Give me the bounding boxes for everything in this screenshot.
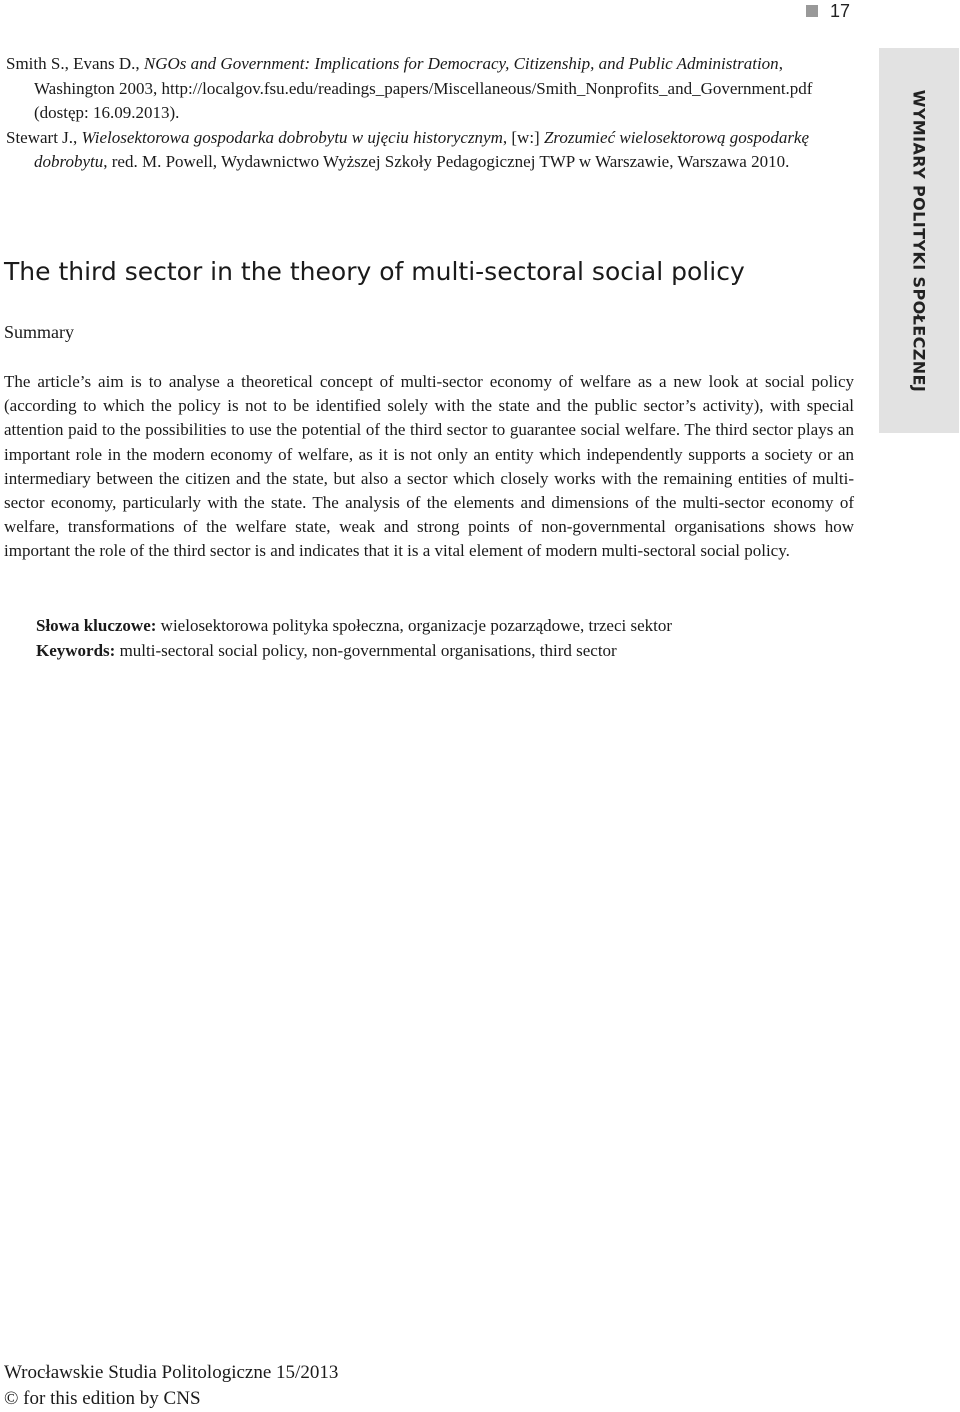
section-side-tab [879, 48, 959, 433]
journal-name: Wrocławskie Studia Politologiczne 15/2013 [4, 1362, 339, 1383]
reference-smith-evans: Smith S., Evans D., NGOs and Government: Implications for Democracy, Citizenship, and Public Administration, Washington 2003, http://localgov.fsu.edu/readings_papers/Miscellaneous/Smith_Nonprofits_and_Government.pdf (dostęp: 16.09.2013). [6, 54, 813, 122]
side-tab-label: WYMIARY POLITYKI SPOŁECZNEJ [909, 89, 929, 392]
keywords-block [36, 614, 672, 663]
reference-stewart: Stewart J., Wielosektorowa gospodarka dobrobytu w ujęciu historycznym, [w:] Zrozumieć wielosektorową gospodarkę dobrobytu, red. M. Powell, Wydawnictwo Wyższej Szkoły Pedagogicznej TWP w Warszawie, Warszawa 2010. [6, 127, 810, 171]
keywords-english: Keywords: multi-sectoral social policy, non-governmental organisations, third sector [36, 640, 617, 660]
page-number [806, 0, 850, 22]
copyright-notice: © for this edition by CNS [4, 1388, 201, 1409]
summary-heading: Summary [4, 322, 74, 342]
square-bullet-icon [806, 5, 818, 17]
article-title: The third sector in the theory of multi-sectoral social policy [4, 257, 745, 286]
page-number-text: 17 [829, 0, 850, 21]
keywords-polish: Słowa kluczowe: wielosektorowa polityka społeczna, organizacje pozarządowe, trzeci sektor [36, 616, 673, 635]
references-list [6, 52, 851, 175]
abstract-text: The article’s aim is to analyse a theoretical concept of multi-sector economy of welfare as a new look at social policy (according to which the policy is not to be identified solely with the state and the public sector’s activity), with special attention paid to the possibilities to use the potential of the third sector to guarantee social welfare. The third sector plays an important role in the modern economy of welfare, as it is not only an entity which independently supports a society or an intermediary between the citizen and the state, but also a sector which closely works with the remaining entities of multi-sector economy, particularly with the state. The analysis of the elements and dimensions of the multi-sector economy of welfare, transformations of the welfare state, weak and strong points of non-governmental organisations shows how important the role of the third sector is and indicates that it is a vital element of modern multi-sectoral social policy. [4, 372, 854, 561]
page-footer [4, 1360, 338, 1412]
